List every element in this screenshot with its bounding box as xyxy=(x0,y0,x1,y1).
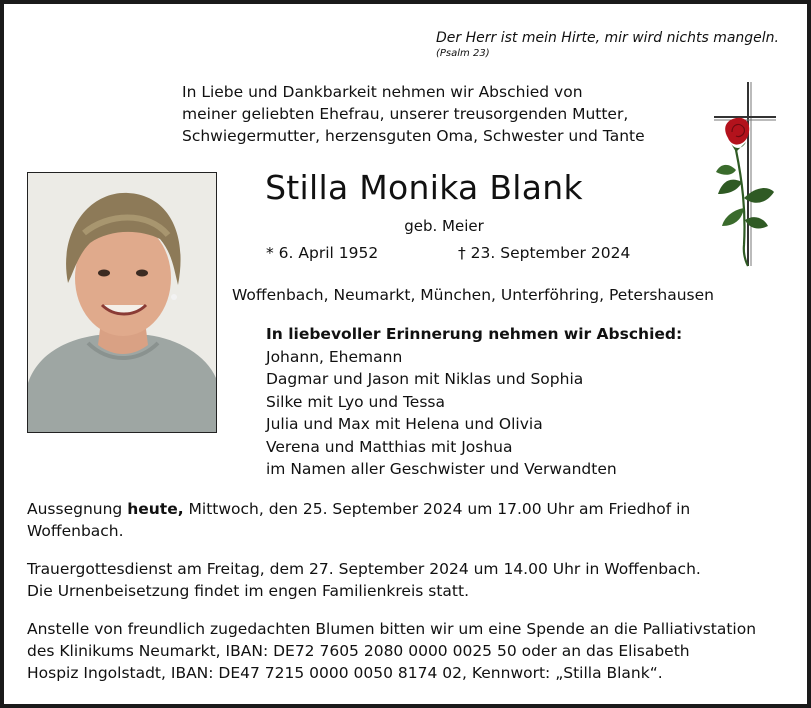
mourner-line: im Namen aller Geschwister und Verwandten xyxy=(266,460,617,478)
service-line1: Trauergottesdienst am Freitag, dem 27. September 2024 um 14.00 Uhr in Woffenbach. xyxy=(27,560,701,578)
blessing-paragraph xyxy=(27,498,787,542)
mourners-list xyxy=(266,323,786,481)
intro-line: meiner geliebten Ehefrau, unserer treusorgenden Mutter, xyxy=(182,105,629,123)
mourner-line: Johann, Ehemann xyxy=(266,347,403,366)
mourner-line: Verena und Matthias mit Joshua xyxy=(266,437,513,456)
psalm-quote xyxy=(436,28,779,60)
mourner-lines xyxy=(266,346,786,481)
portrait-illustration xyxy=(28,173,216,432)
announcements xyxy=(27,498,787,700)
psalm-reference: (Psalm 23) xyxy=(436,48,490,59)
service-line2: Die Urnenbeisetzung findet im engen Familienkreis statt. xyxy=(27,582,469,600)
service-paragraph xyxy=(27,558,787,602)
blessing-rest: Mittwoch, den 25. September 2024 um 17.00 Uhr am Friedhof in xyxy=(183,500,691,518)
mourner-line: Dagmar und Jason mit Niklas und Sophia xyxy=(266,370,584,388)
blessing-line2: Woffenbach. xyxy=(27,522,124,540)
donation-line2: des Klinikums Neumarkt, IBAN: DE72 7605 2080 0000 0025 50 oder an das Elisabeth xyxy=(27,642,690,660)
psalm-verse: Der Herr ist mein Hirte, mir wird nichts mangeln. xyxy=(436,30,779,46)
mourners-heading: In liebevoller Erinnerung nehmen wir Abschied: xyxy=(266,325,683,343)
portrait-photo xyxy=(27,172,217,433)
birth-name: geb. Meier xyxy=(404,217,484,235)
cross-rose-icon xyxy=(692,80,782,272)
mourner-line: Julia und Max mit Helena und Olivia xyxy=(266,415,543,433)
places-of-residence: Woffenbach, Neumarkt, München, Unterföhring, Petershausen xyxy=(232,286,714,304)
blessing-prefix: Aussegnung xyxy=(27,500,128,518)
mourner-line: Silke mit Lyo und Tessa xyxy=(266,392,445,411)
intro-text xyxy=(182,81,702,147)
intro-line: In Liebe und Dankbarkeit nehmen wir Abschied von xyxy=(182,83,583,101)
death-date: † 23. September 2024 xyxy=(458,244,631,262)
donation-paragraph xyxy=(27,618,787,684)
deceased-name: Stilla Monika Blank xyxy=(265,168,583,207)
birth-date: * 6. April 1952 xyxy=(266,244,379,262)
intro-line: Schwiegermutter, herzensguten Oma, Schwester und Tante xyxy=(182,127,645,145)
donation-line1: Anstelle von freundlich zugedachten Blumen bitten wir um eine Spende an die Palliativstation xyxy=(27,620,757,638)
blessing-bold: heute, xyxy=(127,500,184,518)
donation-line3: Hospiz Ingolstadt, IBAN: DE47 7215 0000 0050 8174 02, Kennwort: „Stilla Blank“. xyxy=(27,664,663,682)
